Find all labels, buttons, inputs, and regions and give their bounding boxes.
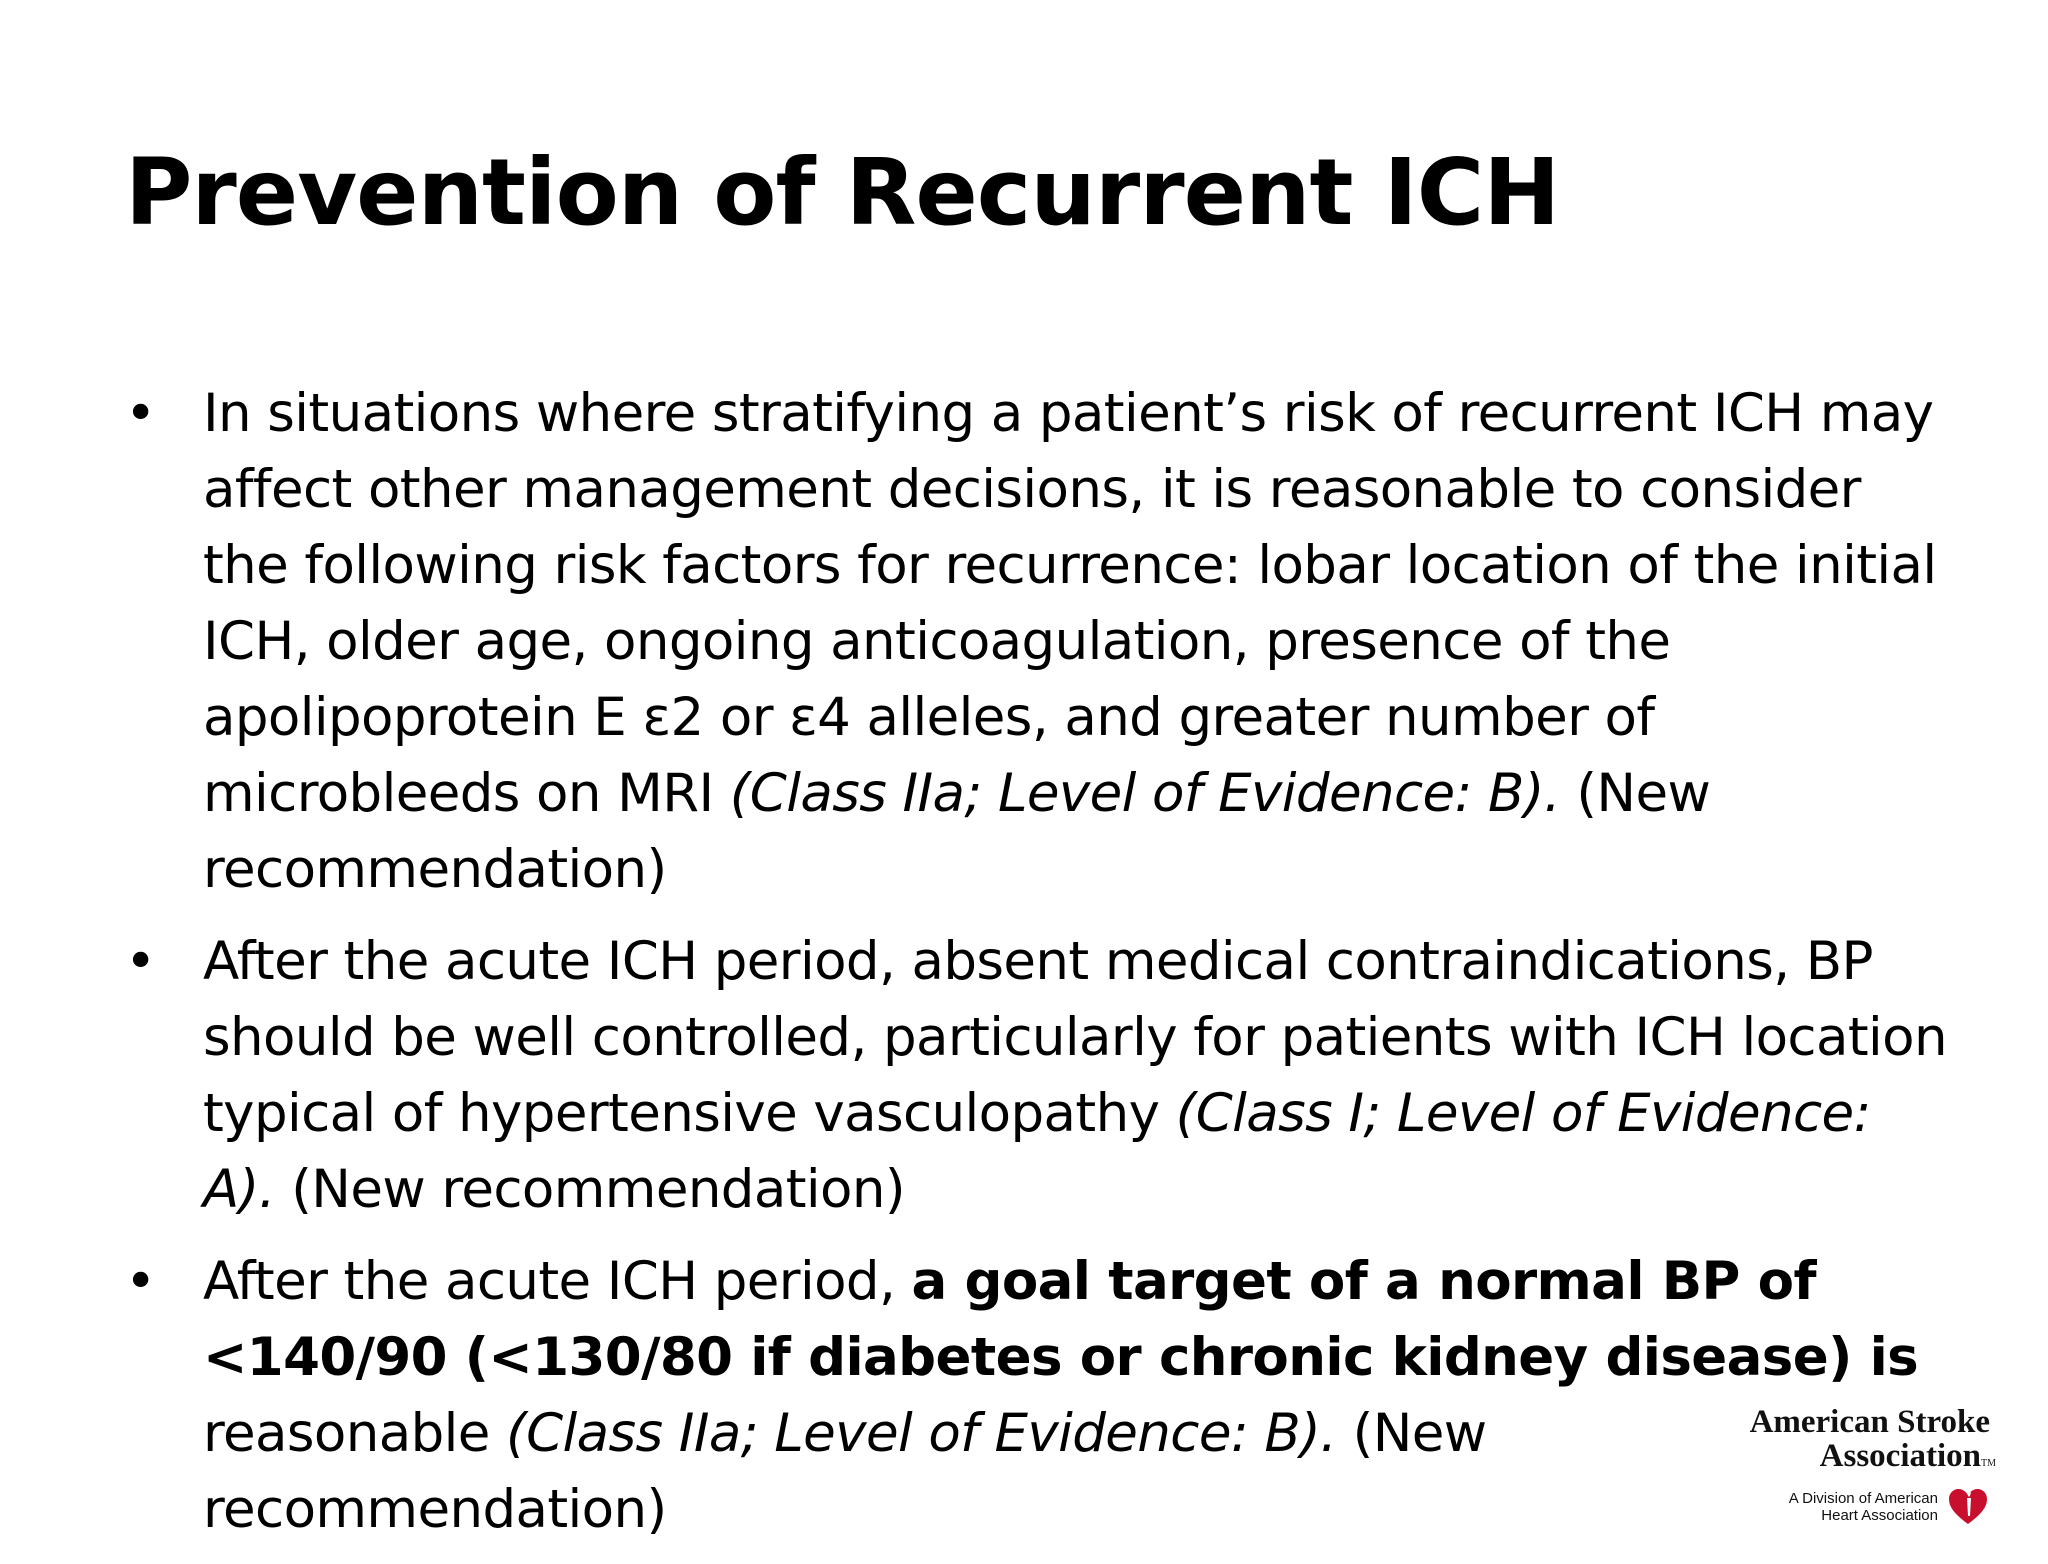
logo-division-line1: A Division of American: [1788, 1490, 1938, 1507]
bullet-text: After the acute ICH period, absent medical contraindications, BP should be well controlled, particularly for patients with ICH location typical of hypertensive vasculopathy: [203, 931, 1947, 1144]
bullet-list: [125, 376, 1955, 1564]
recommendation-note: (New recommendation): [203, 1403, 1487, 1540]
bullet-text-continued: reasonable: [203, 1403, 507, 1464]
bullet-item-bp-control: [125, 924, 1955, 1228]
american-stroke-association-logo: [1666, 1404, 1996, 1528]
bullet-marker: •: [125, 1251, 156, 1312]
recommendation-note: (New recommendation): [203, 763, 1711, 900]
logo-division-text: [1789, 1490, 1938, 1524]
logo-name-line2-text: Association: [1819, 1438, 1981, 1474]
logo-division-line2: Heart Association: [1821, 1507, 1938, 1524]
bp-target-emphasis: a goal target of a normal BP of <140/90 (<130/80 if diabetes or chronic kidney disease) is: [203, 1251, 1919, 1388]
recommendation-note: (New recommendation): [274, 1159, 905, 1220]
bullet-text: In situations where stratifying a patient’s risk of recurrent ICH may affect other management decisions, it is reasonable to consider the following risk factors for recurrence: lobar location of the initial ICH, older age, ongoing anticoagulation, presence of the apolipoprotein E ε2 or ε4 alleles, and greater number of microbleeds on MRI: [203, 383, 1937, 824]
logo-name-line1: American Stroke: [1749, 1404, 1990, 1440]
bullet-marker: •: [125, 931, 156, 992]
evidence-class: (Class IIa; Level of Evidence: B).: [729, 763, 1561, 824]
evidence-class: (Class I; Level of Evidence: A).: [203, 1083, 1871, 1220]
evidence-class: (Class IIa; Level of Evidence: B).: [506, 1403, 1337, 1464]
bullet-text: After the acute ICH period,: [203, 1251, 912, 1312]
heart-torch-icon: [1946, 1484, 1990, 1528]
bullet-item-risk-factors: [125, 376, 1955, 908]
bullet-marker: •: [125, 383, 156, 444]
slide-title: Prevention of Recurrent ICH: [125, 139, 1560, 246]
trademark-mark: TM: [1981, 1458, 1996, 1469]
logo-name-line2: [1820, 1438, 1996, 1482]
